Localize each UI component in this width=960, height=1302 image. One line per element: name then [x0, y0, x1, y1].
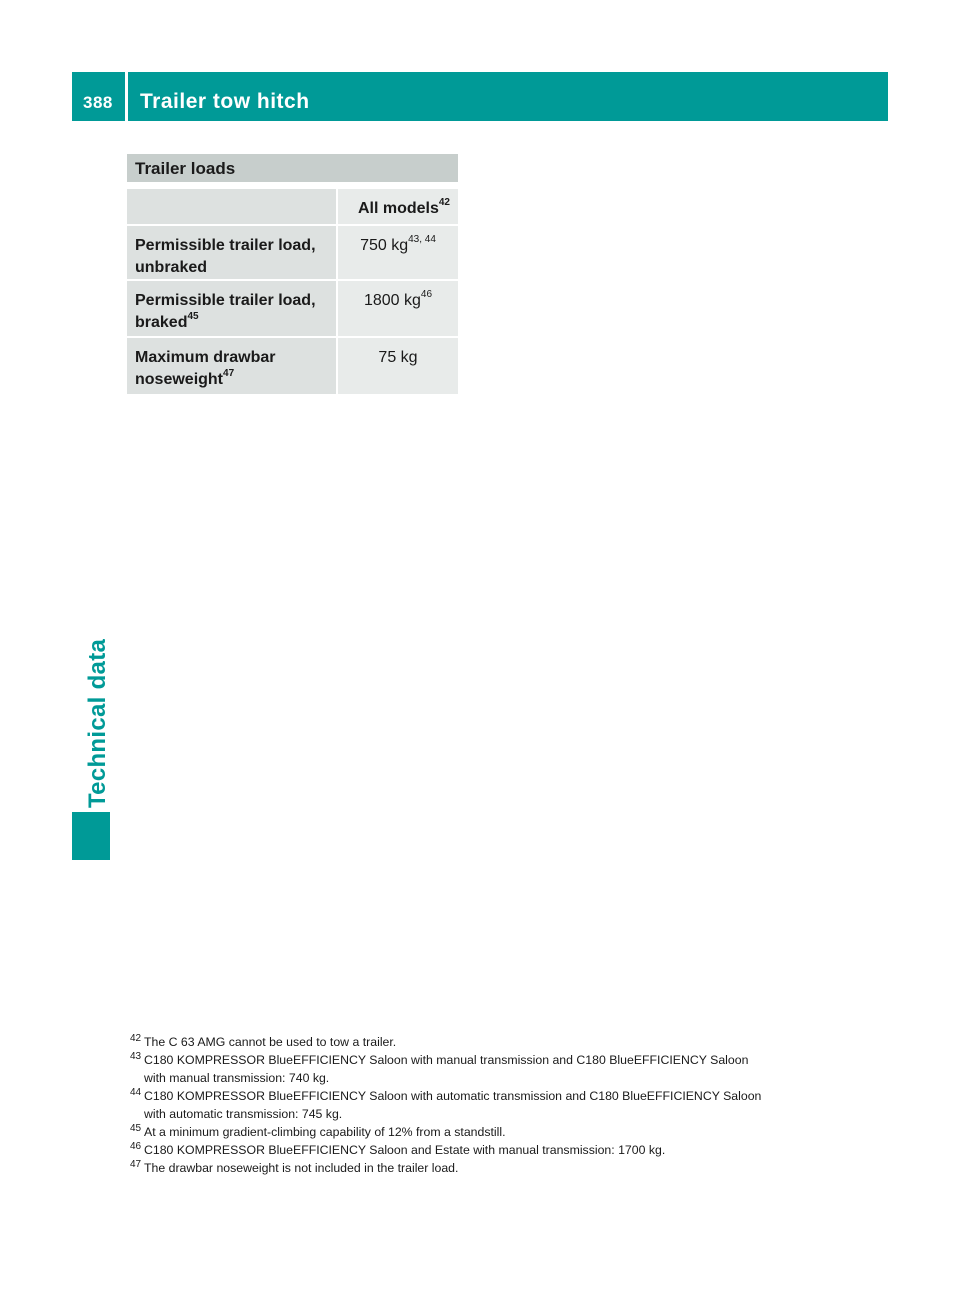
- table-row: [127, 281, 458, 336]
- row-value-text: 750 kg: [360, 237, 409, 254]
- row-value-text: 1800 kg: [363, 292, 421, 309]
- column-header-all-models: [338, 189, 458, 224]
- footnote: [130, 1123, 830, 1141]
- row-label-line2: braked: [135, 314, 188, 331]
- header-divider: [125, 72, 128, 121]
- row-value-text: 75 kg: [378, 349, 418, 366]
- footnote: [130, 1141, 830, 1159]
- row-value: [338, 338, 458, 394]
- row-value: [338, 226, 458, 279]
- side-tab-label: Technical data: [84, 638, 111, 808]
- section-title: Trailer tow hitch: [140, 90, 310, 113]
- footnotes: [130, 1033, 830, 1177]
- footnote-text: The drawbar noseweight is not included in the trailer load.: [144, 1161, 459, 1175]
- row-label: [127, 338, 336, 394]
- footnote: [130, 1051, 830, 1087]
- footnote-text: The C 63 AMG cannot be used to tow a trailer.: [144, 1035, 397, 1049]
- row-label-line1: Permissible trailer load,: [135, 237, 316, 254]
- row-label: [127, 226, 336, 279]
- row-label-line1: Permissible trailer load,: [135, 292, 316, 309]
- footnote-number: 42: [130, 1033, 142, 1044]
- column-header-label: All models: [357, 200, 439, 217]
- row-label-footnote-ref: 47: [223, 367, 235, 379]
- footnote-number: 47: [130, 1159, 142, 1170]
- page-number: 388: [83, 93, 113, 112]
- row-label-line1: Maximum drawbar: [135, 349, 276, 366]
- table-row: [127, 226, 458, 279]
- footnote-number: 45: [130, 1123, 142, 1134]
- footnote: [130, 1087, 830, 1123]
- table-title: [127, 154, 458, 182]
- row-label-line2: noseweight: [135, 371, 224, 388]
- column-header-footnote-ref: 42: [438, 196, 450, 208]
- footnote-number: 44: [130, 1087, 142, 1098]
- table-header-row: [127, 189, 458, 224]
- footnote-text: C180 KOMPRESSOR BlueEFFICIENCY Saloon with automatic transmission and C180 BlueEFFICIENCY Saloon: [144, 1089, 762, 1103]
- row-label-line2: unbraked: [135, 259, 208, 276]
- footnote-text: C180 KOMPRESSOR BlueEFFICIENCY Saloon and Estate with manual transmission: 1700 kg.: [144, 1143, 666, 1157]
- row-value-footnote-ref: 43, 44: [408, 233, 436, 245]
- footnote-text-continued: with automatic transmission: 745 kg.: [144, 1107, 343, 1121]
- side-tab-marker: [72, 812, 110, 860]
- footnote-number: 46: [130, 1141, 142, 1152]
- table-title-text: Trailer loads: [135, 159, 236, 178]
- table-header-empty-cell: [127, 189, 336, 224]
- footnote-text-continued: with manual transmission: 740 kg.: [144, 1071, 330, 1085]
- footnote: [130, 1159, 830, 1177]
- footnote-text: C180 KOMPRESSOR BlueEFFICIENCY Saloon with manual transmission and C180 BlueEFFICIENCY Saloon: [144, 1053, 749, 1067]
- footnote: [130, 1033, 830, 1051]
- row-value: [338, 281, 458, 336]
- footnote-text: At a minimum gradient-climbing capability of 12% from a standstill.: [144, 1125, 506, 1139]
- row-label: [127, 281, 336, 336]
- row-label-footnote-ref: 45: [187, 310, 199, 322]
- row-value-footnote-ref: 46: [420, 288, 433, 300]
- footnote-number: 43: [130, 1051, 142, 1062]
- table-row: [127, 338, 458, 394]
